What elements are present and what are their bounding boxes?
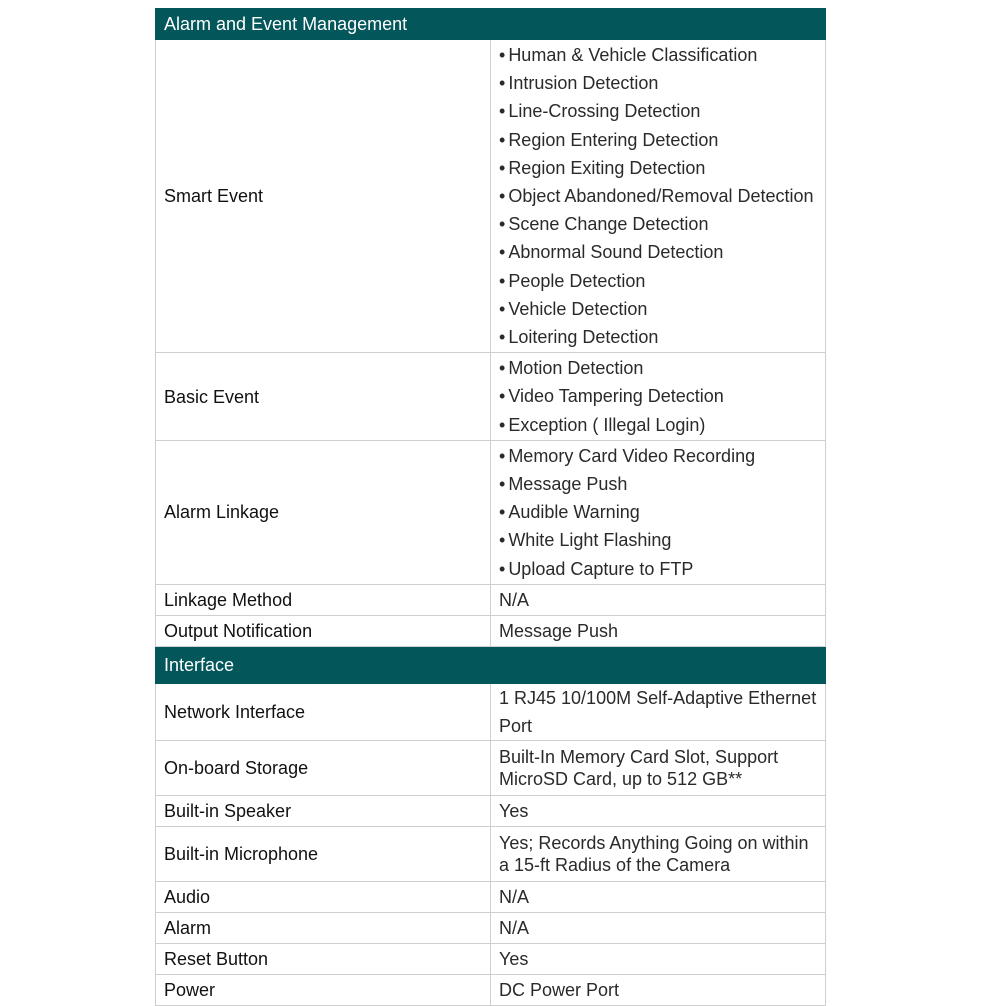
bullet-glyph: •	[499, 298, 506, 319]
spec-label: Built-in Microphone	[156, 826, 491, 881]
spec-label: Basic Event	[156, 353, 491, 441]
bullet-glyph: •	[499, 214, 506, 235]
list-item-text: Upload Capture to FTP	[508, 558, 694, 579]
bullet-glyph: •	[499, 157, 506, 178]
list-item	[499, 238, 817, 266]
list-item	[499, 526, 817, 554]
bullet-glyph: •	[499, 45, 506, 65]
spec-row-builtin-speaker	[156, 795, 826, 826]
list-item	[499, 354, 817, 382]
spec-value-list	[491, 440, 826, 584]
bullet-glyph: •	[499, 129, 506, 150]
list-item-text: Motion Detection	[508, 358, 644, 379]
section-title: Interface	[156, 646, 826, 683]
spec-label: Smart Event	[156, 40, 491, 353]
list-item-text: Memory Card Video Recording	[508, 445, 756, 466]
bullet-glyph: •	[499, 101, 506, 122]
spec-row-smart-event	[156, 40, 826, 353]
spec-value-list	[491, 353, 826, 441]
spec-label: Output Notification	[156, 615, 491, 646]
spec-row-power	[156, 974, 826, 1005]
bullet-glyph: •	[499, 386, 506, 407]
list-item	[499, 267, 817, 295]
spec-row-alarm-linkage	[156, 440, 826, 584]
list-item	[499, 470, 817, 498]
spec-value: N/A	[491, 881, 826, 912]
spec-row-audio	[156, 881, 826, 912]
list-item	[499, 411, 817, 439]
spec-value: N/A	[491, 584, 826, 615]
bullet-glyph: •	[499, 530, 506, 551]
spec-row-linkage-method	[156, 584, 826, 615]
spec-label: Audio	[156, 881, 491, 912]
list-item-text: White Light Flashing	[508, 530, 672, 551]
list-item-text: Object Abandoned/Removal Detection	[508, 186, 814, 207]
bullet-glyph: •	[499, 558, 506, 579]
bullet-glyph: •	[499, 186, 506, 207]
spec-label: Reset Button	[156, 943, 491, 974]
spec-label: Network Interface	[156, 683, 491, 740]
list-item	[499, 295, 817, 323]
list-item-text: Abnormal Sound Detection	[508, 242, 724, 263]
section-header-interface	[156, 646, 826, 683]
bullet-glyph: •	[499, 445, 506, 466]
bullet-glyph: •	[499, 242, 506, 263]
bullet-glyph: •	[499, 327, 506, 348]
list-item-text: Audible Warning	[508, 502, 640, 523]
list-item	[499, 154, 817, 182]
list-item	[499, 555, 817, 583]
spec-label: Alarm	[156, 912, 491, 943]
spec-row-reset-button	[156, 943, 826, 974]
spec-label: Power	[156, 974, 491, 1005]
list-item-text: Vehicle Detection	[508, 298, 648, 319]
bullet-glyph: •	[499, 270, 506, 291]
spec-value: Message Push	[491, 615, 826, 646]
spec-table	[155, 8, 826, 1006]
spec-value: 1 RJ45 10/100M Self-Adaptive Ethernet Port	[491, 683, 826, 740]
list-item	[499, 126, 817, 154]
list-item-text: Exception ( Illegal Login)	[508, 414, 706, 435]
list-item	[499, 41, 817, 69]
spec-value: Yes; Records Anything Going on within a 15-ft Radius of the Camera	[491, 826, 826, 881]
list-item	[499, 182, 817, 210]
spec-row-alarm	[156, 912, 826, 943]
list-item-text: Scene Change Detection	[508, 214, 709, 235]
list-item	[499, 498, 817, 526]
bullet-glyph: •	[499, 358, 506, 379]
list-item	[499, 442, 817, 470]
spec-row-builtin-microphone	[156, 826, 826, 881]
list-item-text: People Detection	[508, 270, 646, 291]
spec-row-basic-event	[156, 353, 826, 441]
list-item-text: Message Push	[508, 474, 628, 495]
spec-value: Built-In Memory Card Slot, Support MicroSD Card, up to 512 GB**	[491, 740, 826, 795]
list-item	[499, 210, 817, 238]
list-item-text: Human & Vehicle Classification	[508, 45, 758, 65]
list-item	[499, 69, 817, 97]
spec-value: Yes	[491, 795, 826, 826]
spec-value: Yes	[491, 943, 826, 974]
spec-sheet	[155, 8, 826, 1006]
bullet-glyph: •	[499, 474, 506, 495]
bullet-glyph: •	[499, 414, 506, 435]
spec-row-network-interface	[156, 683, 826, 740]
bullet-glyph: •	[499, 502, 506, 523]
spec-row-output-notification	[156, 615, 826, 646]
list-item-text: Video Tampering Detection	[508, 386, 724, 407]
section-header-alarm-event	[156, 9, 826, 40]
list-item-text: Line-Crossing Detection	[508, 101, 701, 122]
spec-value: N/A	[491, 912, 826, 943]
section-title: Alarm and Event Management	[156, 9, 826, 40]
list-item	[499, 382, 817, 410]
list-item-text: Region Exiting Detection	[508, 157, 706, 178]
bullet-glyph: •	[499, 73, 506, 94]
spec-value-list	[491, 40, 826, 353]
spec-label: On-board Storage	[156, 740, 491, 795]
spec-label: Built-in Speaker	[156, 795, 491, 826]
list-item	[499, 323, 817, 351]
list-item-text: Loitering Detection	[508, 327, 659, 348]
list-item-text: Intrusion Detection	[508, 73, 659, 94]
spec-value: DC Power Port	[491, 974, 826, 1005]
list-item-text: Region Entering Detection	[508, 129, 719, 150]
spec-label: Alarm Linkage	[156, 440, 491, 584]
spec-label: Linkage Method	[156, 584, 491, 615]
spec-row-onboard-storage	[156, 740, 826, 795]
list-item	[499, 97, 817, 125]
